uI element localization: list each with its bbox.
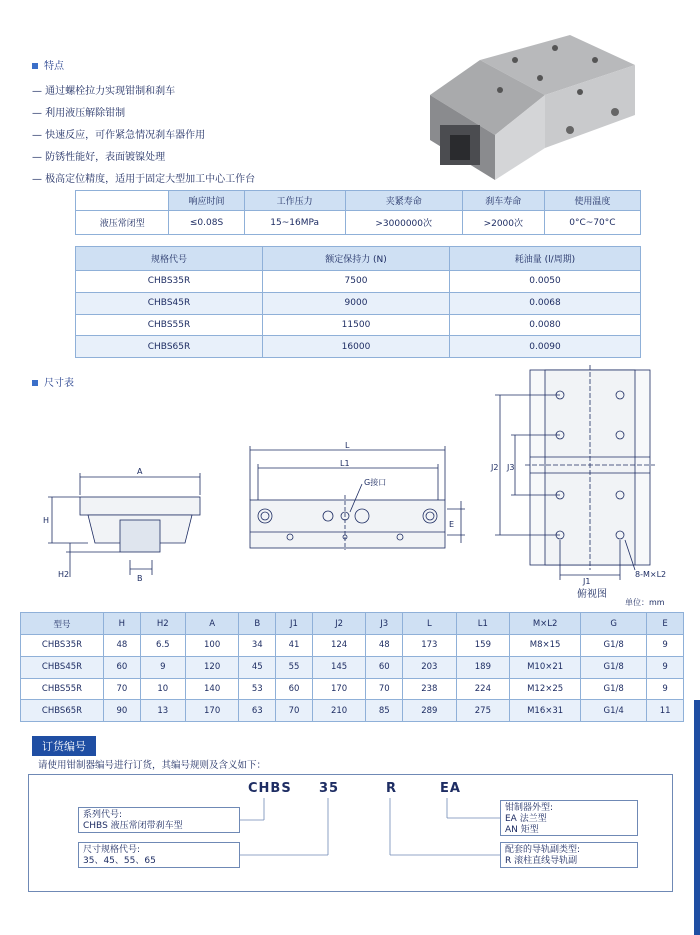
- table-cell: 210: [312, 700, 366, 722]
- feature-item: — 极高定位精度，适用于固定大型加工中心工作台: [32, 174, 256, 185]
- table-cell: 159: [456, 635, 510, 657]
- table-cell: CHBS35R: [21, 635, 104, 657]
- dim-label-e: E: [449, 520, 455, 529]
- dim-label-a: A: [137, 467, 143, 476]
- table-cell: 10: [140, 678, 185, 700]
- table-header-cell: 响应时间: [169, 191, 244, 211]
- code-clamp: EA: [440, 781, 461, 796]
- table-cell: 9: [647, 656, 684, 678]
- table-cell: ≤0.08S: [169, 211, 244, 235]
- table-cell: M8×15: [510, 635, 581, 657]
- table-header-cell: 使用温度: [544, 191, 640, 211]
- table-cell: CHBS35R: [76, 271, 263, 293]
- table-header-cell: 额定保持力 (N): [263, 247, 450, 271]
- features-heading: 特点: [32, 57, 64, 72]
- dim-label-b: B: [137, 574, 143, 583]
- code-series: CHBS: [248, 781, 292, 796]
- table-cell: 6.5: [140, 635, 185, 657]
- size-code-box: 尺寸规格代号: 35、45、55、65: [78, 842, 240, 868]
- table-cell: 55: [276, 656, 313, 678]
- table-cell: 170: [185, 700, 239, 722]
- unit-label: 单位：mm: [625, 598, 665, 607]
- table-cell: 203: [403, 656, 457, 678]
- table-cell: 0°C~70°C: [544, 211, 640, 235]
- table-cell: 9: [647, 678, 684, 700]
- table-header-cell: 工作压力: [244, 191, 345, 211]
- table-header-cell: E: [647, 613, 684, 635]
- table-cell: M16×31: [510, 700, 581, 722]
- table-cell: 11500: [263, 314, 450, 336]
- table-cell: 41: [276, 635, 313, 657]
- series-code-box: 系列代号: CHBS 液压常闭带刹车型: [78, 807, 240, 833]
- dim-label-l1: L1: [340, 459, 350, 468]
- table-cell: CHBS45R: [21, 656, 104, 678]
- table-cell: 170: [312, 678, 366, 700]
- table-cell: 60: [276, 678, 313, 700]
- table-cell: 140: [185, 678, 239, 700]
- table-cell: 15~16MPa: [244, 211, 345, 235]
- table-cell: 0.0068: [450, 292, 641, 314]
- table-cell: 90: [104, 700, 141, 722]
- dim-label-j3: J3: [507, 463, 515, 472]
- table-cell: 13: [140, 700, 185, 722]
- table-header-cell: 耗油量 (l/周期): [450, 247, 641, 271]
- table-header-cell: H: [104, 613, 141, 635]
- table-cell: 0.0080: [450, 314, 641, 336]
- table-header-cell: 型号: [21, 613, 104, 635]
- table-cell: 7500: [263, 271, 450, 293]
- dim-label-g: G接口: [364, 478, 387, 487]
- page-edge-tab: [694, 700, 700, 935]
- code-rail: R: [386, 781, 398, 796]
- table-header-cell: L: [403, 613, 457, 635]
- table-cell: 9000: [263, 292, 450, 314]
- table-cell: 70: [276, 700, 313, 722]
- table-cell: CHBS55R: [21, 678, 104, 700]
- table-cell: 289: [403, 700, 457, 722]
- table-cell: 48: [366, 635, 403, 657]
- table-cell: M12×25: [510, 678, 581, 700]
- table-cell: 173: [403, 635, 457, 657]
- table-cell: >2000次: [462, 211, 544, 235]
- table-header-cell: 刹车寿命: [462, 191, 544, 211]
- table-cell: 120: [185, 656, 239, 678]
- rail-type-box: 配套的导轨副类型: R 滚柱直线导轨副: [500, 842, 638, 868]
- feature-item: — 通过螺栓拉力实现钳制和刹车: [32, 86, 176, 97]
- feature-item: — 利用液压解除钳制: [32, 108, 126, 119]
- table-cell: 70: [366, 678, 403, 700]
- table-header-cell: M×L2: [510, 613, 581, 635]
- table-cell: 224: [456, 678, 510, 700]
- feature-item: — 防锈性能好，表面镀镍处理: [32, 152, 166, 163]
- table-cell: 45: [239, 656, 276, 678]
- order-intro: 请使用钳制器编号进行订货，其编号规则及含义如下：: [38, 760, 267, 771]
- table-cell: CHBS65R: [21, 700, 104, 722]
- table-cell: 0.0090: [450, 336, 641, 358]
- table-cell: 238: [403, 678, 457, 700]
- table-cell: G1/8: [581, 656, 647, 678]
- dim-label-j1: J1: [583, 577, 591, 586]
- clamp-type-box: 钳制器外型: EA 法兰型 AN 矩型: [500, 800, 638, 836]
- table-cell: G1/8: [581, 635, 647, 657]
- dim-label-bml: 8-M×L2: [635, 570, 667, 579]
- table-header-cell: H2: [140, 613, 185, 635]
- table-cell: 189: [456, 656, 510, 678]
- dim-label-h2: H2: [58, 570, 70, 579]
- table-cell: 53: [239, 678, 276, 700]
- table-header-cell: J2: [312, 613, 366, 635]
- table-cell: 11: [647, 700, 684, 722]
- feature-item: — 快速反应，可作紧急情况刹车器作用: [32, 130, 206, 141]
- table-header-cell: B: [239, 613, 276, 635]
- table-cell: 60: [104, 656, 141, 678]
- table-cell: 液压常闭型: [76, 211, 169, 235]
- table-cell: CHBS45R: [76, 292, 263, 314]
- table-cell: 34: [239, 635, 276, 657]
- table-cell: 63: [239, 700, 276, 722]
- table-cell: 145: [312, 656, 366, 678]
- top-view-caption: 俯视图: [577, 589, 607, 600]
- table-cell: 275: [456, 700, 510, 722]
- dimensions-heading: 尺寸表: [32, 374, 74, 389]
- table-cell: 70: [104, 678, 141, 700]
- table-cell: G1/8: [581, 678, 647, 700]
- table-cell: 9: [647, 635, 684, 657]
- table-cell: M10×21: [510, 656, 581, 678]
- table-cell: 16000: [263, 336, 450, 358]
- table-header-cell: A: [185, 613, 239, 635]
- table-cell: 48: [104, 635, 141, 657]
- table-header-cell: 规格代号: [76, 247, 263, 271]
- table-cell: CHBS65R: [76, 336, 263, 358]
- table-cell: 9: [140, 656, 185, 678]
- table-header-cell: J3: [366, 613, 403, 635]
- table-cell: G1/4: [581, 700, 647, 722]
- dim-label-j2: J2: [491, 463, 499, 472]
- table-cell: 100: [185, 635, 239, 657]
- table-header-cell: J1: [276, 613, 313, 635]
- table-cell: 124: [312, 635, 366, 657]
- dim-label-h: H: [43, 516, 50, 525]
- table-cell: 0.0050: [450, 271, 641, 293]
- table-header-cell: L1: [456, 613, 510, 635]
- table-header-cell: 夹紧寿命: [345, 191, 462, 211]
- dim-label-l: L: [345, 441, 350, 450]
- code-size: 35: [319, 781, 340, 796]
- order-heading: 订货编号: [32, 736, 96, 756]
- table-cell: CHBS55R: [76, 314, 263, 336]
- table-header-cell: G: [581, 613, 647, 635]
- table-cell: >3000000次: [345, 211, 462, 235]
- table-cell: 60: [366, 656, 403, 678]
- table-cell: 85: [366, 700, 403, 722]
